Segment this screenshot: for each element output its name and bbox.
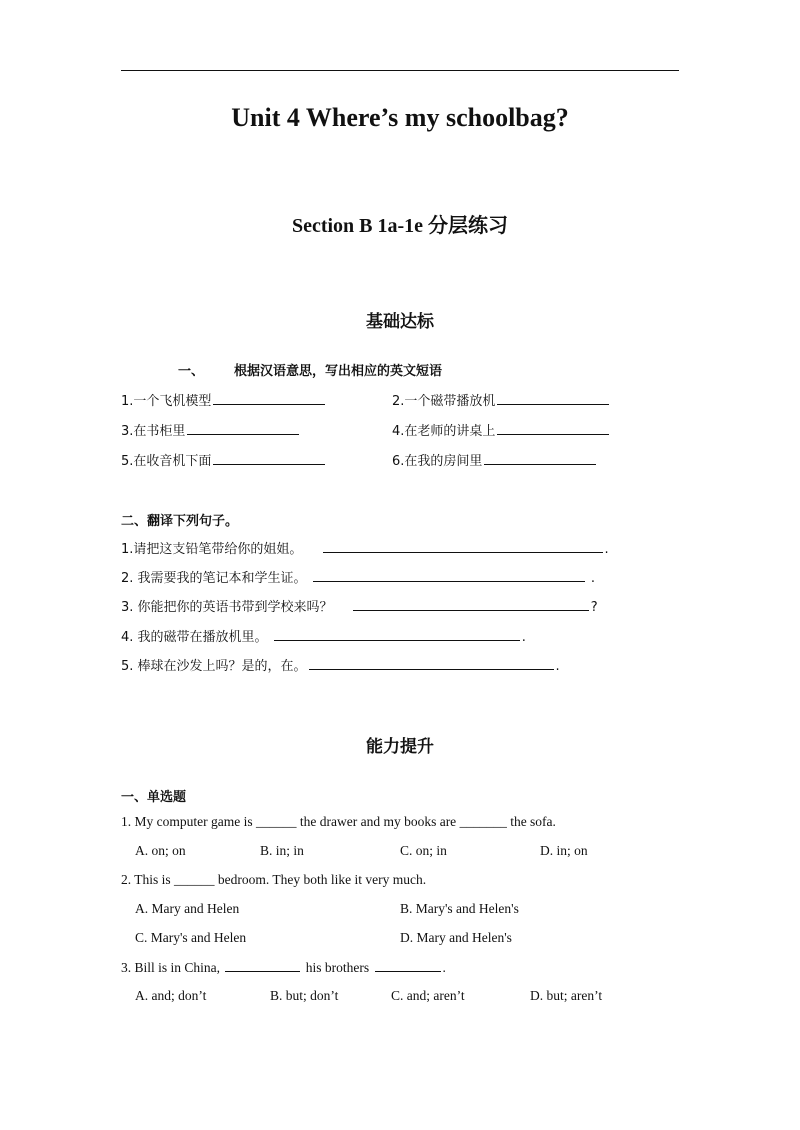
answer-blank[interactable] — [213, 452, 325, 465]
q3-option-b[interactable]: B. but; don’t — [270, 988, 339, 1003]
q1-option-d[interactable]: D. in; on — [540, 843, 588, 858]
translate-item-2 — [121, 567, 595, 586]
translate-item-end: . — [590, 571, 595, 586]
part1-number: 一、 — [178, 364, 205, 379]
question-blank: _______ — [459, 814, 507, 829]
section-heading-advanced: 能力提升 — [366, 737, 434, 757]
phrase-item-label: 3.在书柜里 — [121, 424, 186, 439]
answer-blank[interactable] — [497, 392, 609, 405]
answer-blank[interactable] — [213, 392, 325, 405]
phrase-item-2 — [392, 390, 611, 409]
q3-option-a[interactable]: A. and; don’t — [135, 988, 207, 1003]
phrase-item-4 — [392, 420, 611, 439]
translate-item-text: 4. 我的磁带在播放机里。 — [121, 630, 268, 645]
answer-blank[interactable] — [313, 569, 585, 582]
question-blank: ______ — [174, 872, 215, 887]
q3-option-c[interactable]: C. and; aren’t — [391, 988, 465, 1003]
translate-item-1 — [121, 538, 609, 557]
translate-item-end: . — [521, 630, 526, 645]
translate-item-text: 3. 你能把你的英语书带到学校来吗？ — [121, 600, 333, 615]
answer-blank[interactable] — [187, 422, 299, 435]
phrase-item-label: 4.在老师的讲桌上 — [392, 424, 496, 439]
page-subtitle: Section B 1a-1e 分层练习 — [291, 215, 509, 237]
answer-blank[interactable] — [225, 959, 300, 972]
part1-instruction: 根据汉语意思，写出相应的英文短语 — [234, 364, 443, 379]
question-2 — [121, 872, 426, 888]
phrase-item-5 — [121, 450, 327, 469]
answer-blank[interactable] — [497, 422, 609, 435]
question-blank: ______ — [255, 814, 297, 829]
q1-option-b[interactable]: B. in; in — [260, 843, 304, 858]
phrase-item-label: 5.在收音机下面 — [121, 454, 212, 469]
translate-item-5 — [121, 655, 560, 674]
question-text: the drawer and my books are — [296, 814, 460, 829]
question-text: 3. Bill is in China, — [121, 960, 224, 975]
q2-option-d[interactable]: D. Mary and Helen's — [400, 930, 512, 945]
question-1 — [121, 814, 556, 830]
translate-item-text: 5. 棒球在沙发上吗？是的，在。 — [121, 659, 307, 674]
question-text: 1. My computer game is — [121, 814, 256, 829]
q2-option-b[interactable]: B. Mary's and Helen's — [400, 901, 519, 916]
translate-item-4 — [121, 626, 526, 645]
translate-item-3 — [121, 596, 598, 615]
translate-item-end: ? — [590, 600, 598, 615]
page-title: Unit 4 Where’s my schoolbag? — [231, 103, 569, 132]
part3-heading: 一、单选题 — [121, 790, 187, 805]
answer-blank[interactable] — [353, 598, 589, 611]
translate-item-end: . — [604, 542, 609, 557]
question-text: the sofa. — [506, 814, 556, 829]
phrase-item-label: 6.在我的房间里 — [392, 454, 483, 469]
q1-option-a[interactable]: A. on; on — [135, 843, 186, 858]
translate-item-text: 2. 我需要我的笔记本和学生证。 — [121, 571, 307, 586]
question-text: . — [442, 960, 446, 975]
q3-option-d[interactable]: D. but; aren’t — [530, 988, 603, 1003]
section-heading-basic: 基础达标 — [366, 312, 434, 332]
phrase-item-label: 1.一个飞机模型 — [121, 394, 212, 409]
translate-item-end: . — [555, 659, 560, 674]
phrase-item-6 — [392, 450, 598, 469]
question-text: 2. This is — [121, 872, 175, 887]
phrase-item-1 — [121, 390, 327, 409]
answer-blank[interactable] — [274, 628, 520, 641]
question-text: bedroom. They both like it very much. — [214, 872, 427, 887]
translate-item-text: 1.请把这支铅笔带给你的姐姐。 — [121, 542, 303, 557]
q2-option-c[interactable]: C. Mary's and Helen — [135, 930, 247, 945]
question-3 — [121, 959, 446, 976]
phrase-item-label: 2.一个磁带播放机 — [392, 394, 496, 409]
part2-heading: 二、翻译下列句子。 — [121, 514, 239, 529]
top-rule — [121, 70, 679, 71]
answer-blank[interactable] — [375, 959, 441, 972]
q1-option-c[interactable]: C. on; in — [400, 843, 447, 858]
question-text: his brothers — [302, 960, 373, 975]
answer-blank[interactable] — [484, 452, 596, 465]
phrase-item-3 — [121, 420, 301, 439]
answer-blank[interactable] — [323, 540, 603, 553]
q2-option-a[interactable]: A. Mary and Helen — [135, 901, 240, 916]
answer-blank[interactable] — [309, 657, 554, 670]
